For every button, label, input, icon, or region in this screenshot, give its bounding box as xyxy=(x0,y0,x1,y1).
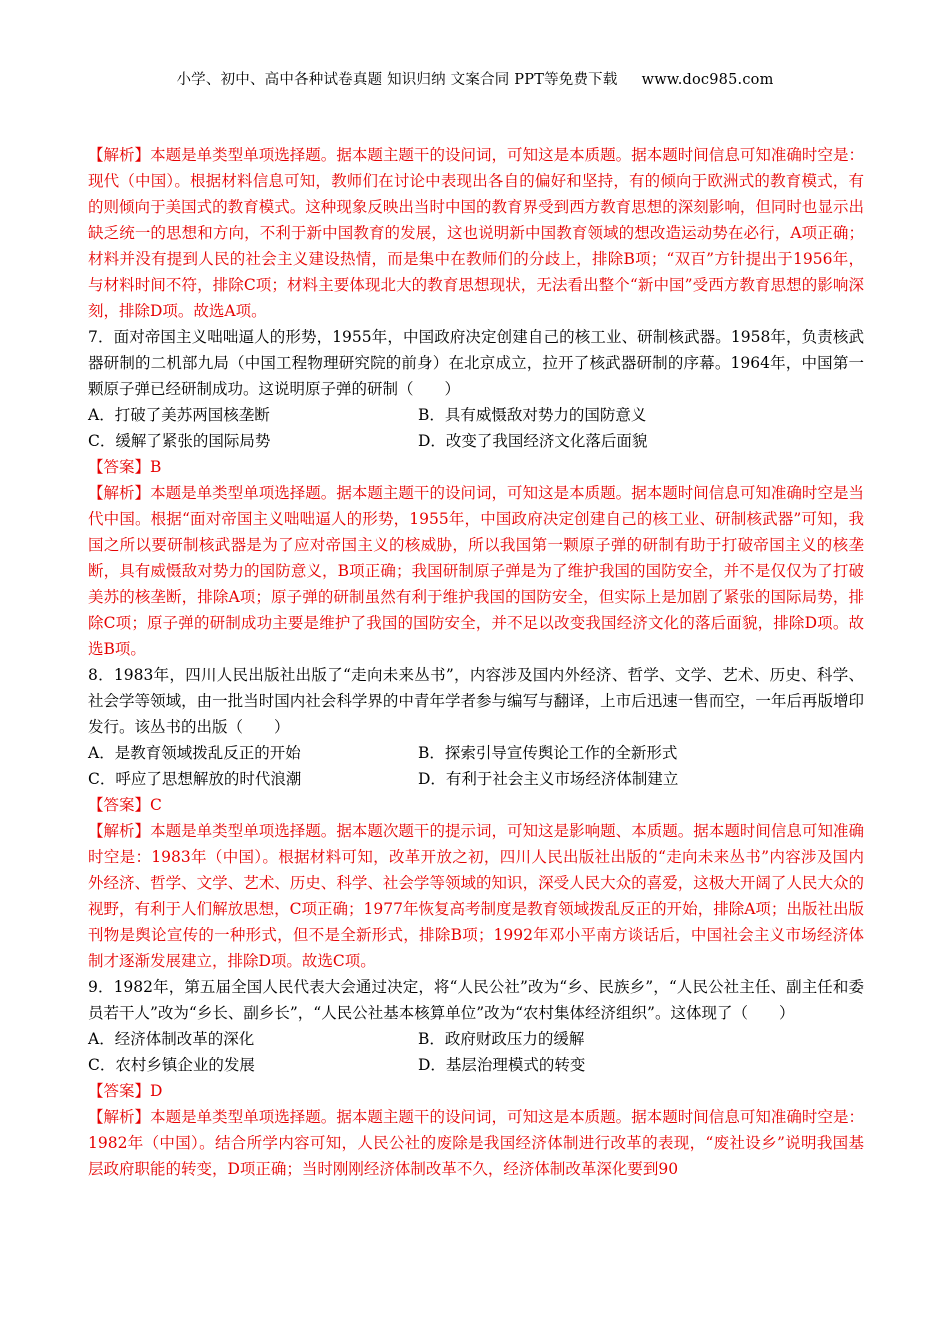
option-b: B．探索引导宣传舆论工作的全新形式 xyxy=(418,744,678,762)
page-header xyxy=(0,68,950,89)
header-title: 小学、初中、高中各种试卷真题 知识归纳 文案合同 PPT等免费下载 xyxy=(176,72,618,88)
option-b: B．具有威慑敌对势力的国防意义 xyxy=(418,406,647,424)
option-d: D．改变了我国经济文化落后面貌 xyxy=(418,432,648,450)
analysis-q6: 【解析】本题是单类型单项选择题。据本题主题干的设问词，可知这是本质题。据本题时间信息可知准确时空是：现代（中国）。根据材料信息可知，教师们在讨论中表现出各自的偏好和坚持，有的倾向于欧洲式的教育模式，有的则倾向于美国式的教育模式。这种现象反映出当时中国的教育界受到西方教育思想的深刻影响，但同时也显示出缺乏统一的思想和方向，不利于新中国教育的发展，这也说明新中国教育领域的想改造运动势在必行，A项正确；材料并没有提到人民的社会主义建设热情，而是集中在教师们的分歧上，排除B项；“双百”方针提出于1956年，与材料时间不符，排除C项；材料主要体现北大的教育思想现状，无法看出整个“新中国”受西方教育思想的影响深刻，排除D项。故选A项。 xyxy=(88,146,864,320)
analysis-q7: 【解析】本题是单类型单项选择题。据本题主题干的设问词，可知这是本质题。据本题时间信息可知准确时空是当代中国。根据“面对帝国主义咄咄逼人的形势，1955年，中国政府决定创建自己的核工业、研制核武器”可知，我国之所以要研制核武器是为了应对帝国主义的核威胁，所以我国第一颗原子弹的研制有助于打破帝国主义的核垄断，具有威慑敌对势力的国防意义，B项正确；我国研制原子弹是为了维护我国的国防安全，并不是仅仅为了打破美苏的核垄断，排除A项；原子弹的研制虽然有利于维护我国的国防安全，但实际上是加剧了紧张的国际局势，排除C项；原子弹的研制成功主要是维护了我国的国防安全，并不足以改变我国经济文化的落后面貌，排除D项。故选B项。 xyxy=(88,484,864,658)
question-7-stem: 7．面对帝国主义咄咄逼人的形势，1955年，中国政府决定创建自己的核工业、研制核武器。1958年，负责核武器研制的二机部九局（中国工程物理研究院的前身）在北京成立，拉开了核武器研制的序幕。1964年，中国第一颗原子弹已经研制成功。这说明原子弹的研制（ ） xyxy=(88,328,864,398)
option-a: A．经济体制改革的深化 xyxy=(88,1030,255,1048)
option-d: D．基层治理模式的转变 xyxy=(418,1056,586,1074)
answer-q8: 【答案】C xyxy=(88,796,162,814)
document-body xyxy=(88,142,864,1182)
analysis-q9: 【解析】本题是单类型单项选择题。据本题主题干的设问词，可知这是本质题。据本题时间信息可知准确时空是：1982年（中国）。结合所学内容可知，人民公社的废除是我国经济体制进行改革的表现，“废社设乡”说明我国基层政府职能的转变，D项正确；当时刚刚经济体制改革不久，经济体制改革深化要到90 xyxy=(88,1108,864,1178)
question-7 xyxy=(88,324,864,662)
answer-q7: 【答案】B xyxy=(88,458,162,476)
option-b: B．政府财政压力的缓解 xyxy=(418,1030,585,1048)
option-c: C．农村乡镇企业的发展 xyxy=(88,1056,255,1074)
analysis-q8: 【解析】本题是单类型单项选择题。据本题次题干的提示词，可知这是影响题、本质题。据本题时间信息可知准确时空是：1983年（中国）。根据材料可知，改革开放之初，四川人民出版社出版的“走向未来丛书”内容涉及国内外经济、哲学、文学、艺术、历史、科学、社会学等领域的知识，深受人民大众的喜爱，这极大开阔了人民大众的视野，有利于人们解放思想，C项正确；1977年恢复高考制度是教育领域拨乱反正的开始，排除A项；出版社出版刊物是舆论宣传的一种形式，但不是全新形式，排除B项；1992年邓小平南方谈话后，中国社会主义市场经济体制才逐渐发展建立，排除D项。故选C项。 xyxy=(88,822,864,970)
question-8-stem: 8．1983年，四川人民出版社出版了“走向未来丛书”，内容涉及国内外经济、哲学、文学、艺术、历史、科学、社会学等领域，由一批当时国内社会科学界的中青年学者参与编写与翻译，上市后迅速一售而空，一年后再版增印发行。该丛书的出版（ ） xyxy=(88,666,864,736)
question-8-options xyxy=(88,740,864,792)
option-c: C．缓解了紧张的国际局势 xyxy=(88,432,271,450)
question-9 xyxy=(88,974,864,1182)
question-9-options xyxy=(88,1026,864,1078)
option-c: C．呼应了思想解放的时代浪潮 xyxy=(88,770,302,788)
question-7-options xyxy=(88,402,864,454)
header-url[interactable]: www.doc985.com xyxy=(641,72,774,88)
question-8 xyxy=(88,662,864,974)
option-d: D．有利于社会主义市场经济体制建立 xyxy=(418,770,679,788)
answer-q9: 【答案】D xyxy=(88,1082,163,1100)
option-a: A．打破了美苏两国核垄断 xyxy=(88,406,270,424)
option-a: A．是教育领域拨乱反正的开始 xyxy=(88,744,301,762)
question-9-stem: 9．1982年，第五届全国人民代表大会通过决定，将“人民公社”改为“乡、民族乡”，“人民公社主任、副主任和委员若干人”改为“乡长、副乡长”，“人民公社基本核算单位”改为“农村集体经济组织”。这体现了（ ） xyxy=(88,978,864,1022)
